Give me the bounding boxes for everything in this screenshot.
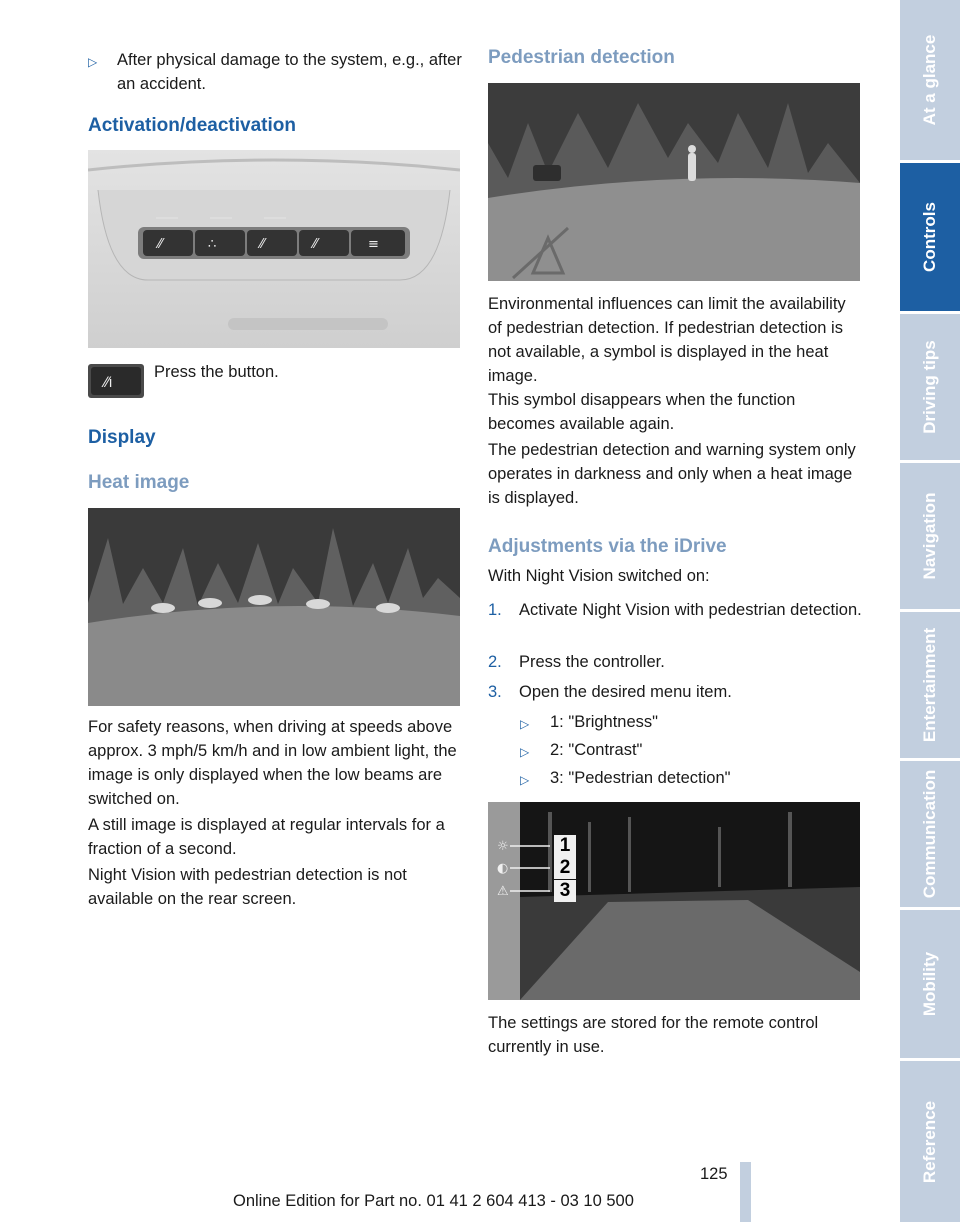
svg-text:∴: ∴ xyxy=(208,237,217,252)
bullet-icon: ▷ xyxy=(88,55,98,69)
heading-adjustments: Adjustments via the iDrive xyxy=(488,536,727,557)
night-vision-menu-image xyxy=(488,802,860,1000)
rear-screen-paragraph: Night Vision with pedestrian detection is not available on the rear screen. xyxy=(88,866,407,908)
menu-subitem: 3: "Pedestrian detection" xyxy=(550,769,731,787)
tab-label: Communication xyxy=(920,769,939,899)
bullet-text: After physical damage to the system, e.g., after an accident. xyxy=(117,51,462,93)
bullet-icon: ▷ xyxy=(520,745,530,759)
tab-label: Entertainment xyxy=(920,627,939,743)
svg-text:⚠: ⚠ xyxy=(497,884,509,899)
press-button-text: Press the button. xyxy=(154,363,279,381)
tab-label: At a glance xyxy=(920,34,939,126)
svg-text:⁄⁄ı: ⁄⁄ı xyxy=(104,375,113,391)
edition-line: Online Edition for Part no. 01 41 2 604 413 - 03 10 500 xyxy=(233,1192,634,1210)
heat-image-deer xyxy=(88,508,460,706)
button-panel-image xyxy=(88,150,460,348)
tab-entertainment[interactable] xyxy=(900,612,960,758)
settings-paragraph: The settings are stored for the remote control currently in use. xyxy=(488,1014,819,1056)
menu-subitem: 2: "Contrast" xyxy=(550,741,643,759)
svg-text:☼: ☼ xyxy=(497,839,509,854)
tab-mobility[interactable] xyxy=(900,910,960,1058)
tab-label: Driving tips xyxy=(920,340,939,434)
callout-3: 3 xyxy=(554,880,576,902)
tab-label: Navigation xyxy=(920,492,939,580)
step-text: Activate Night Vision with pedestrian detection. xyxy=(519,601,862,619)
step-number: 1. xyxy=(488,601,502,619)
environment-paragraph: Environmental influences can limit the availability of pedestrian detection. If pedestrian detection is not available, a symbol is displayed in the heat image. xyxy=(488,295,846,385)
bullet-icon: ▷ xyxy=(520,717,530,731)
tab-at-a-glance[interactable] xyxy=(900,0,960,160)
svg-text:◐: ◐ xyxy=(497,861,509,876)
tab-driving-tips[interactable] xyxy=(900,314,960,460)
tab-label: Mobility xyxy=(920,951,939,1017)
heading-display: Display xyxy=(88,427,156,448)
darkness-paragraph: The pedestrian detection and warning system only operates in darkness and only when a heat image is displayed. xyxy=(488,441,856,507)
step-number: 3. xyxy=(488,683,502,701)
pedestrian-heat-image xyxy=(488,83,860,281)
step-text: Open the desired menu item. xyxy=(519,683,732,701)
svg-text:⁄⁄: ⁄⁄ xyxy=(158,237,163,252)
page-marker xyxy=(740,1162,751,1222)
tab-communication[interactable] xyxy=(900,761,960,907)
page-number: 125 xyxy=(700,1165,728,1183)
tab-label: Controls xyxy=(920,202,939,272)
svg-text:⁄⁄: ⁄⁄ xyxy=(313,237,318,252)
svg-text:⁄⁄: ⁄⁄ xyxy=(260,237,265,252)
heading-pedestrian-detection: Pedestrian detection xyxy=(488,47,675,68)
heading-activation: Activation/deactivation xyxy=(88,115,296,136)
still-image-paragraph: A still image is displayed at regular intervals for a fraction of a second. xyxy=(88,816,445,858)
symbol-paragraph: This symbol disappears when the function becomes available again. xyxy=(488,391,796,433)
step-text: Press the controller. xyxy=(519,653,665,671)
callout-1: 1 xyxy=(554,835,576,857)
svg-text:≡: ≡ xyxy=(368,237,379,252)
tab-controls[interactable] xyxy=(900,163,960,311)
night-vision-button-icon xyxy=(88,364,144,398)
menu-subitem: 1: "Brightness" xyxy=(550,713,659,731)
tab-navigation[interactable] xyxy=(900,463,960,609)
callout-2: 2 xyxy=(554,857,576,879)
tab-label: Reference xyxy=(920,1100,939,1183)
safety-paragraph: For safety reasons, when driving at speeds above approx. 3 mph/5 km/h and in low ambient light, the image is only displayed when the low beams are switched on. xyxy=(88,718,457,808)
bullet-icon: ▷ xyxy=(520,773,530,787)
intro-text: With Night Vision switched on: xyxy=(488,567,710,585)
step-number: 2. xyxy=(488,653,502,671)
heading-heat-image: Heat image xyxy=(88,472,190,493)
tab-reference[interactable] xyxy=(900,1061,960,1222)
